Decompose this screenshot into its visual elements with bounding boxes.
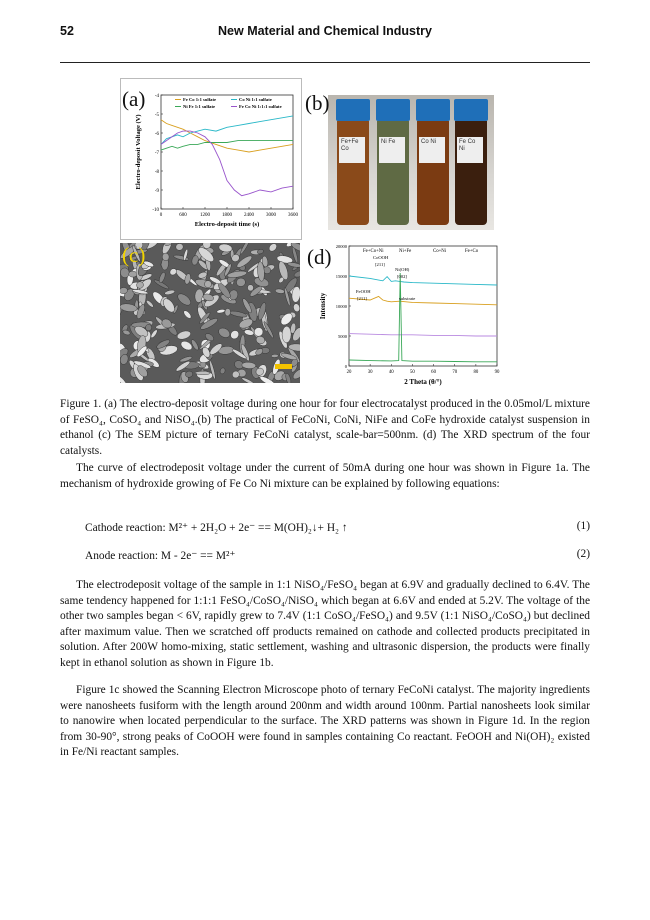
nanosheet xyxy=(236,277,246,287)
nanosheet xyxy=(176,329,192,340)
scale-bar xyxy=(275,364,292,369)
nanosheet xyxy=(164,289,175,295)
peak-annotation: [211] xyxy=(375,262,385,267)
nanosheet xyxy=(219,367,226,375)
nanosheet xyxy=(252,326,264,338)
nanosheet xyxy=(145,299,154,308)
series-line-4 xyxy=(349,273,497,362)
page-header xyxy=(60,24,590,40)
y-tick-label: 10000 xyxy=(335,303,347,309)
nanosheet xyxy=(227,270,247,279)
y-tick-label: 20000 xyxy=(335,243,347,249)
nanosheet xyxy=(150,329,159,339)
x-tick-label: 40 xyxy=(388,370,394,375)
nanosheet xyxy=(287,262,300,269)
y-tick-label: -4 xyxy=(154,93,159,99)
nanosheet xyxy=(263,321,275,339)
plot-frame xyxy=(349,246,497,366)
legend-label: Fe Co 1:1 sulfate xyxy=(183,97,217,102)
equation-2-text: Anode reaction: M - 2e⁻ == M²⁺ xyxy=(85,550,236,562)
xrd-chart xyxy=(315,238,540,388)
legend-label: Fe Co Ni 1:1:1 sulfate xyxy=(239,104,282,109)
nanosheet xyxy=(216,309,225,314)
nanosheet xyxy=(175,243,183,251)
nanosheet xyxy=(182,309,192,319)
vial-label: Fe+Fe Co xyxy=(339,137,365,163)
paragraph-2: The electrodeposit voltage of the sample in 1:1 NiSO₄/FeSO₄ began at 6.9V and gradually declined to 6.4V. The same tendency happened for 1:1:1 FeSO₄/CoSO₄/NiSO₄ which began at 6.6V and ended at 5.2V. The voltage of the other two samples began < 6V, rapidly grew to 7.4V (1:1 CoSO₄/FeSO₄) and 9.5V (1:1 NiSO₄/CoSO₄) but declined after maximum value. Then we scratched off products remained on cathode and collected products precipitated in solution. After 200W homo-mixing, static settlement, washing and ultrasonic dispersion, the products were finally kept in ethanol solution as shown in Figure 1b. xyxy=(60,579,590,669)
x-tick-label: 3000 xyxy=(266,213,276,218)
nanosheet xyxy=(169,267,178,276)
y-tick-label: 15000 xyxy=(335,273,347,279)
legend-label: Ni+Fe xyxy=(399,249,412,254)
nanosheet xyxy=(229,329,241,341)
legend-label: Co Ni 1:1 sulfate xyxy=(239,97,272,102)
panel-b-label: (b) xyxy=(305,91,330,115)
nanosheet xyxy=(122,329,131,336)
nanosheet xyxy=(241,377,255,383)
x-tick-label: 90 xyxy=(494,370,500,375)
series-line-3 xyxy=(349,334,497,336)
peak-annotation: [211] xyxy=(357,296,367,301)
y-tick-label: 0 xyxy=(344,363,347,369)
vial-1 xyxy=(336,99,370,227)
x-axis-label: 2 Theta (θ/°) xyxy=(404,378,442,386)
peak-annotation: FeOOH xyxy=(356,289,371,294)
nanosheet xyxy=(191,255,199,266)
legend-label: Fe+Co+Ni xyxy=(363,249,384,254)
peak-annotation: substrate xyxy=(399,296,416,301)
paragraph-1: The curve of electrodeposit voltage under the current of 50mA during one hour was shown in Figure 1a. The mechanism of hydroxide growing of Fe Co Ni mixture can be explained by following equations: xyxy=(60,462,590,490)
vial-label: Co Ni xyxy=(419,137,445,163)
nanosheet xyxy=(242,362,256,369)
series-line-3 xyxy=(161,141,293,151)
voltage-chart xyxy=(121,79,301,239)
y-tick-label: -7 xyxy=(154,150,159,156)
nanosheet xyxy=(162,253,169,261)
x-axis-label: Electro-deposit time (s) xyxy=(194,221,260,228)
x-tick-label: 1800 xyxy=(222,213,232,218)
nanosheet xyxy=(217,326,232,339)
panel-a-label: (a) xyxy=(122,87,146,111)
figure-caption: Figure 1. (a) The electro-deposit voltage during one hour for four electrocatalyst produced in the 0.05mol/L mixture of FeSO₄, CoSO₄ and NiSO₄.(b) The practical of FeCoNi, CoNi, NiFe and CoFe hydroxide catalyst suspension in ethanol (c) The SEM picture of ternary FeCoNi catalyst, scale-bar=500nm. (d) The XRD spectrum of the four catalysts. xyxy=(60,398,590,457)
peak-annotation: Ni(OH) xyxy=(395,267,410,272)
nanosheet xyxy=(120,287,128,294)
header-rule xyxy=(60,62,590,63)
y-axis-label: Electro-deposit Voltage (V) xyxy=(135,114,142,190)
vial-2 xyxy=(376,99,410,227)
y-tick-label: -6 xyxy=(154,131,159,137)
vial-cap xyxy=(454,99,488,121)
sem-image xyxy=(120,243,300,383)
series-line-2 xyxy=(349,296,497,304)
vial-3 xyxy=(416,99,450,227)
page-number: 52 xyxy=(60,24,74,38)
figure-panel-a xyxy=(120,78,302,240)
plot-frame xyxy=(161,95,293,209)
x-tick-label: 600 xyxy=(179,213,187,218)
nanosheet xyxy=(275,288,285,294)
figure-panel-c xyxy=(120,243,300,383)
series-line-1 xyxy=(349,276,497,285)
x-tick-label: 60 xyxy=(431,370,436,375)
paragraph-3: Figure 1c showed the Scanning Electron Microscope photo of ternary FeCoNi catalyst. The majority ingredients were nanosheets fusiform with the length around 200nm and width around 100nm. Partial nanosheets look similar to nanowire when located perpendicular to the surface. The XRD patterns was shown in Figure 1d. In the region from 30-90°, strong peaks of CoOOH were found in samples containing Co reactant. FeOOH and Ni(OH)₂ existed in Fe/Ni reactant samples. xyxy=(60,684,590,759)
x-tick-label: 0 xyxy=(159,213,163,218)
legend-label: Co+Ni xyxy=(433,249,447,254)
y-tick-label: -9 xyxy=(154,188,159,194)
panel-c-label: (c) xyxy=(122,243,146,267)
figure-panel-d xyxy=(315,238,540,388)
y-tick-label: -8 xyxy=(154,169,159,175)
x-tick-label: 80 xyxy=(473,370,479,375)
nanosheet xyxy=(225,308,231,316)
nanosheet xyxy=(195,371,210,375)
x-tick-label: 2400 xyxy=(244,213,254,218)
equation-2-number: (2) xyxy=(576,548,590,560)
x-tick-label: 50 xyxy=(410,370,415,375)
legend-label: Fe+Co xyxy=(465,249,479,254)
peak-annotation: CoOOH xyxy=(373,255,389,260)
x-tick-label: 1200 xyxy=(200,213,210,218)
y-tick-label: 5000 xyxy=(338,333,347,339)
nanosheet xyxy=(129,271,137,277)
x-tick-label: 70 xyxy=(452,370,458,375)
x-tick-label: 20 xyxy=(346,370,352,375)
nanosheet xyxy=(282,326,291,343)
peak-annotation: [002] xyxy=(397,274,407,279)
equation-1-text: Cathode reaction: M²⁺ + 2H₂O + 2e⁻ == M(OH)₂↓+ H₂ ↑ xyxy=(85,522,348,534)
journal-title: New Material and Chemical Industry xyxy=(218,24,432,38)
nanosheet xyxy=(176,292,193,308)
nanosheet xyxy=(285,373,292,383)
nanosheet xyxy=(292,303,300,313)
vial-cap xyxy=(336,99,370,121)
nanosheet xyxy=(158,271,166,283)
x-tick-label: 3600 xyxy=(288,213,298,218)
series-line-2 xyxy=(161,116,293,144)
vial-label: Fe Co Ni xyxy=(457,137,483,163)
equation-2 xyxy=(85,548,590,562)
x-tick-label: 30 xyxy=(367,370,373,375)
vial-label: Ni Fe xyxy=(379,137,405,163)
legend-label: Ni Fe 1:1 sulfate xyxy=(183,104,216,109)
vial-cap xyxy=(376,99,410,121)
nanosheet xyxy=(268,243,279,253)
equation-1-number: (1) xyxy=(576,520,590,532)
panel-d-label: (d) xyxy=(307,245,332,269)
equation-1 xyxy=(85,520,590,534)
nanosheet xyxy=(120,373,128,383)
figure-panel-b xyxy=(328,95,494,230)
nanosheet xyxy=(271,354,278,358)
y-tick-label: -5 xyxy=(154,112,159,118)
y-axis-label: Intensity xyxy=(319,292,327,320)
vial-4 xyxy=(454,99,488,227)
y-tick-label: -10 xyxy=(152,207,159,213)
vial-cap xyxy=(416,99,450,121)
